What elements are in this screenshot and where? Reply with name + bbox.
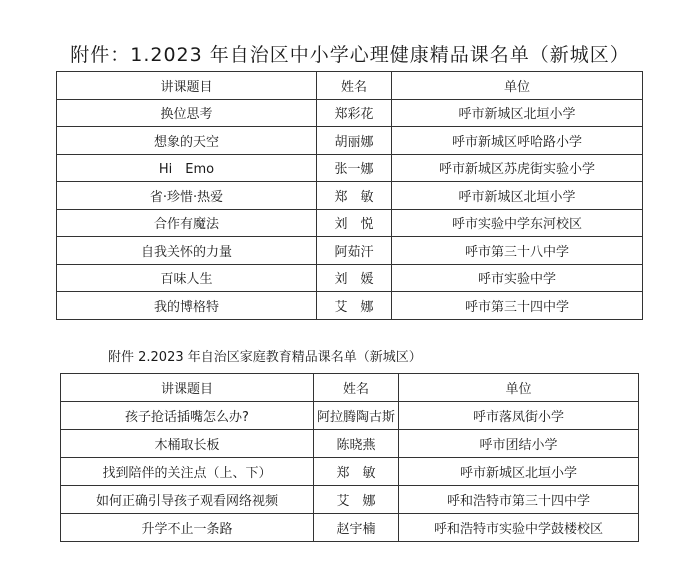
cell-name: 艾 娜: [314, 486, 399, 514]
psychology-courses-table: [56, 71, 643, 320]
header-name: 姓名: [317, 72, 392, 100]
family-education-courses-table: [60, 373, 639, 542]
title-psychology-courses: 附件：1.2023 年自治区中小学心理健康精品课名单（新城区）: [70, 44, 630, 66]
header-course-title: 讲课题目: [57, 72, 317, 100]
cell-course-title: 合作有魔法: [57, 209, 317, 237]
cell-unit: 呼市第三十四中学: [392, 292, 643, 320]
cell-course-title: 如何正确引导孩子观看网络视频: [61, 486, 314, 514]
cell-name: 刘 媛: [317, 264, 392, 292]
cell-course-title: 孩子抢话插嘴怎么办?: [61, 402, 314, 430]
header-unit: 单位: [399, 374, 639, 402]
table-row: [61, 514, 639, 542]
cell-unit: 呼市第三十八中学: [392, 237, 643, 265]
header-unit: 单位: [392, 72, 643, 100]
table-row: [57, 99, 643, 127]
table-row: [57, 292, 643, 320]
cell-name: 郑彩花: [317, 99, 392, 127]
cell-unit: 呼和浩特市第三十四中学: [399, 486, 639, 514]
header-name: 姓名: [314, 374, 399, 402]
cell-unit: 呼市新城区北垣小学: [399, 458, 639, 486]
table-row: [57, 237, 643, 265]
cell-name: 郑 敏: [314, 458, 399, 486]
cell-course-title: 想象的天空: [57, 127, 317, 155]
cell-name: 张一娜: [317, 154, 392, 182]
table-row: [61, 486, 639, 514]
header-course-title: 讲课题目: [61, 374, 314, 402]
table-row: [57, 127, 643, 155]
cell-course-title: 百味人生: [57, 264, 317, 292]
cell-course-title: Hi Emo: [57, 154, 317, 182]
table-header-row: [57, 72, 643, 100]
cell-unit: 呼市新城区苏虎街实验小学: [392, 154, 643, 182]
cell-course-title: 自我关怀的力量: [57, 237, 317, 265]
cell-name: 艾 娜: [317, 292, 392, 320]
table-row: [61, 430, 639, 458]
cell-unit: 呼市落凤街小学: [399, 402, 639, 430]
cell-unit: 呼市新城区呼哈路小学: [392, 127, 643, 155]
cell-unit: 呼市实验中学东河校区: [392, 209, 643, 237]
table-header-row: [61, 374, 639, 402]
cell-name: 胡丽娜: [317, 127, 392, 155]
cell-course-title: 木桶取长板: [61, 430, 314, 458]
table-row: [61, 458, 639, 486]
table-row: [61, 402, 639, 430]
cell-course-title: 找到陪伴的关注点（上、下）: [61, 458, 314, 486]
table-row: [57, 154, 643, 182]
cell-unit: 呼市新城区北垣小学: [392, 182, 643, 210]
cell-name: 刘 悦: [317, 209, 392, 237]
table-row: [57, 264, 643, 292]
cell-name: 郑 敏: [317, 182, 392, 210]
table-row: [57, 182, 643, 210]
cell-name: 陈晓燕: [314, 430, 399, 458]
cell-unit: 呼和浩特市实验中学鼓楼校区: [399, 514, 639, 542]
cell-unit: 呼市团结小学: [399, 430, 639, 458]
cell-unit: 呼市新城区北垣小学: [392, 99, 643, 127]
cell-unit: 呼市实验中学: [392, 264, 643, 292]
cell-name: 阿拉腾陶古斯: [314, 402, 399, 430]
cell-name: 赵宇楠: [314, 514, 399, 542]
cell-course-title: 升学不止一条路: [61, 514, 314, 542]
table-row: [57, 209, 643, 237]
cell-course-title: 换位思考: [57, 99, 317, 127]
cell-course-title: 我的博格特: [57, 292, 317, 320]
cell-name: 阿茹汗: [317, 237, 392, 265]
title-family-education-courses: 附件 2.2023 年自治区家庭教育精品课名单（新城区）: [108, 350, 422, 365]
cell-course-title: 省·珍惜·热爱: [57, 182, 317, 210]
